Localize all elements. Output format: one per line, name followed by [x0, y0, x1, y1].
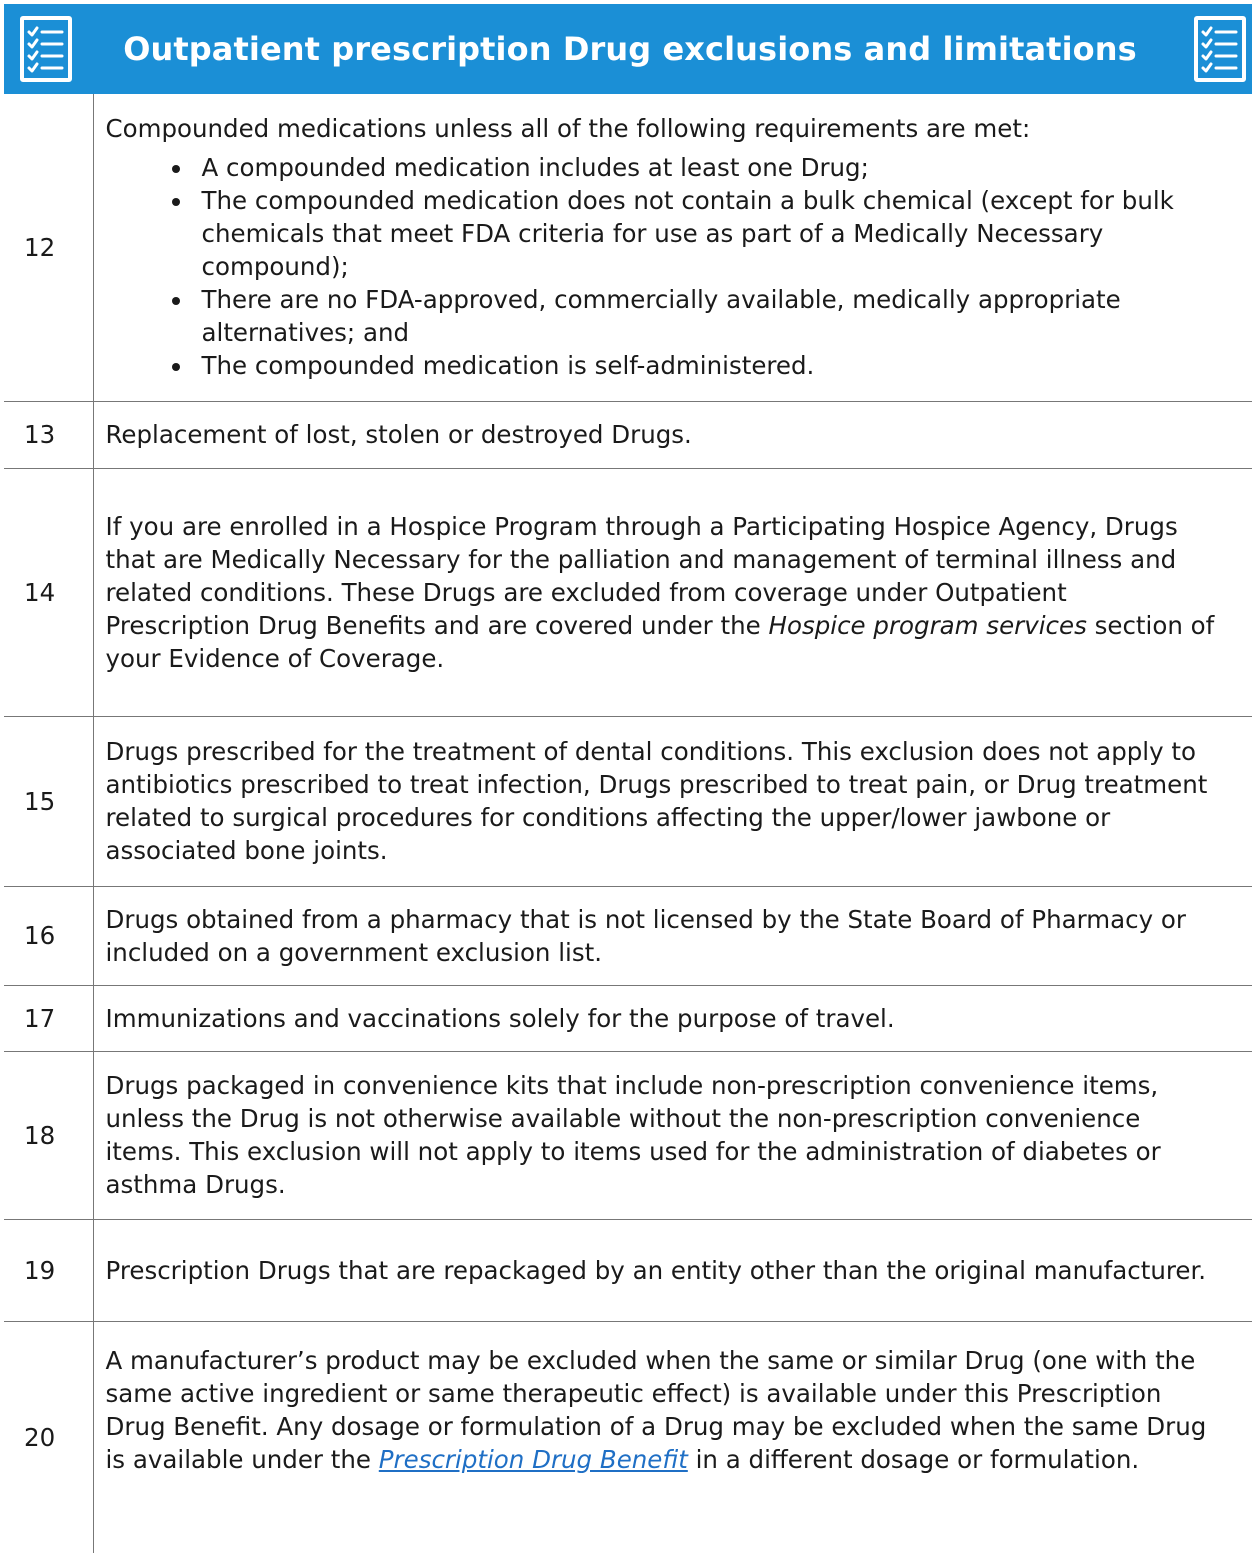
list-item: • The compounded medication is self-administered. — [194, 349, 1217, 382]
page-title: Outpatient prescription Drug exclusions and limitations — [123, 30, 1137, 68]
row-number: 15 — [4, 716, 93, 886]
row-text — [93, 468, 1252, 716]
row-text: Drugs packaged in convenience kits that include non-prescription convenience items, unless the Drug is not otherwise available without the non-prescription convenience items. This exclusion will not apply to items used for the administration of diabetes or asthma Drugs. — [93, 1051, 1252, 1219]
table-row — [4, 468, 1252, 716]
row-text: Drugs obtained from a pharmacy that is not licensed by the State Board of Pharmacy or included on a government exclusion list. — [93, 886, 1252, 985]
row-text-part: If you are enrolled in a Hospice Program through a Participating Hospice Agency, Drugs that are Medically Necessary for the palliation and management of terminal illness and related conditions. These Drugs are excluded from coverage under Outpatient Prescription Drug Benefits and are covered under the — [105, 511, 1178, 640]
row-number: 16 — [4, 886, 93, 985]
row-number: 18 — [4, 1051, 93, 1219]
row-text-part: A manufacturer’s product may be excluded when the same or similar Drug (one with the same active ingredient or same therapeutic effect) is available under this Prescription Drug Benefit. Any dosage or formulation of a Drug may be excluded when the same Drug is available under the — [105, 1345, 1207, 1474]
prescription-drug-benefit-link[interactable]: Prescription Drug Benefit — [378, 1444, 688, 1474]
row-text-part: section of your Evidence of Coverage. — [105, 610, 1215, 673]
row-text: Immunizations and vaccinations solely for the purpose of travel. — [93, 985, 1252, 1051]
row-number: 13 — [4, 401, 93, 468]
checklist-icon-graphic — [24, 20, 68, 78]
checklist-icon — [20, 16, 72, 82]
table-row — [4, 1051, 1252, 1219]
row-text: Prescription Drugs that are repackaged by an entity other than the original manufacturer. — [93, 1219, 1252, 1321]
row-text: Replacement of lost, stolen or destroyed Drugs. — [93, 401, 1252, 468]
checklist-icon-graphic — [1198, 20, 1242, 78]
row-number: 17 — [4, 985, 93, 1051]
exclusions-table — [4, 94, 1252, 1553]
row-text — [93, 94, 1252, 401]
row-number: 20 — [4, 1321, 93, 1553]
row-text-part: in a different dosage or formulation. — [687, 1444, 1140, 1474]
row-text: Drugs prescribed for the treatment of dental conditions. This exclusion does not apply to antibiotics prescribed to treat infection, Drugs prescribed to treat pain, or Drug treatment related to surgical procedures for conditions affecting the upper/lower jawbone or associated bone joints. — [93, 716, 1252, 886]
table-row — [4, 985, 1252, 1051]
row-number: 14 — [4, 468, 93, 716]
exclusions-page — [4, 4, 1252, 1553]
table-row — [4, 1321, 1252, 1553]
table-row — [4, 401, 1252, 468]
row-text — [93, 1321, 1252, 1553]
row-number: 12 — [4, 94, 93, 401]
row-number: 19 — [4, 1219, 93, 1321]
list-item: • A compounded medication includes at least one Drug; — [194, 151, 1217, 184]
list-item: • There are no FDA-approved, commercially available, medically appropriate alternatives; and — [194, 283, 1217, 349]
requirement-list — [106, 151, 1217, 382]
list-item: • The compounded medication does not contain a bulk chemical (except for bulk chemicals that meet FDA criteria for use as part of a Medically Necessary compound); — [194, 184, 1217, 283]
table-row — [4, 94, 1252, 401]
row-intro: Compounded medications unless all of the following requirements are met: — [105, 114, 1031, 144]
section-header — [4, 4, 1252, 94]
table-row — [4, 1219, 1252, 1321]
table-row — [4, 886, 1252, 985]
table-row — [4, 716, 1252, 886]
section-reference: Hospice program services — [768, 610, 1087, 640]
checklist-icon — [1194, 16, 1246, 82]
